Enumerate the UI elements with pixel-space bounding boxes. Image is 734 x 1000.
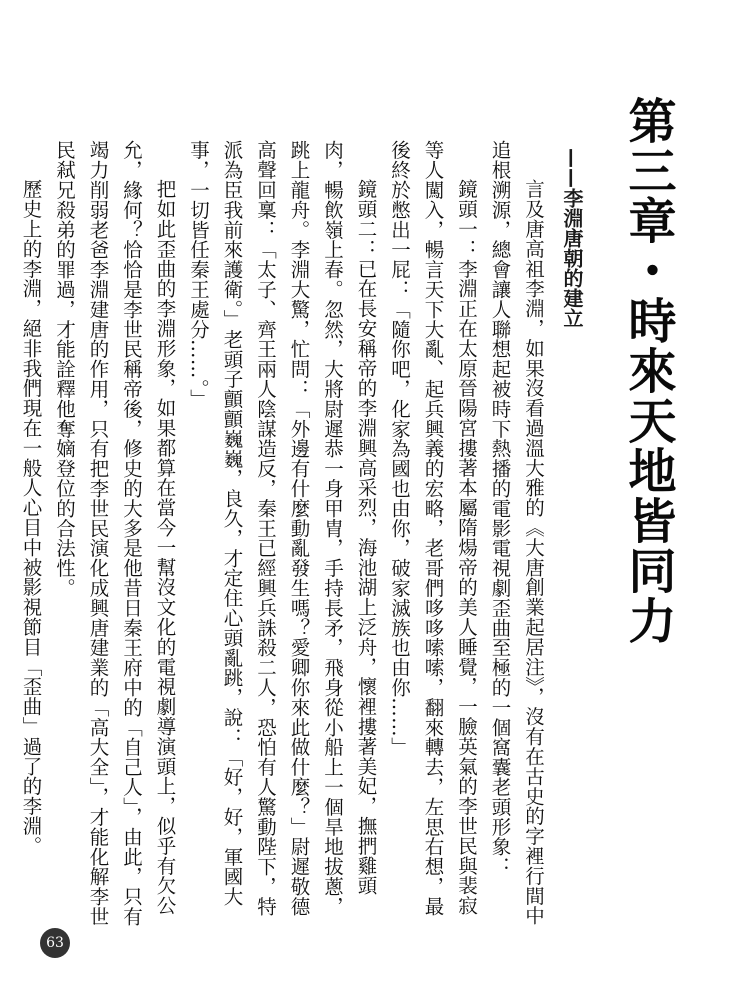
chapter-subtitle: ——李淵唐朝的建立 bbox=[560, 148, 584, 328]
chapter-title: 第三章・時來天地皆同力 bbox=[620, 96, 676, 646]
page-number-badge: 63 bbox=[40, 928, 70, 958]
paragraph-conclusion: 歷史上的李淵，絕非我們現在一般人心目中被影視節目「歪曲」過了的李淵。 bbox=[19, 179, 43, 856]
body-text bbox=[14, 140, 550, 930]
paragraph-scene-one: 鏡頭一：李淵正在太原晉陽宮摟著本屬隋煬帝的美人睡覺，一臉英氣的李世民與裴寂等人闖入，暢言天下大亂、起兵興義的宏略，老哥們哆哆嗦嗦，翻來轉去，左思右想，最後終於憋出一屁：「隨你吧，化家為國也由你，破家滅族也由你……」 bbox=[388, 140, 478, 917]
paragraph-analysis: 把如此歪曲的李淵形象，如果都算在當今一幫沒文化的電視劇導演頭上，似乎有欠公允，緣何？恰恰是李世民稱帝後，修史的大多是他昔日秦王府中的「自己人」，由此，只有竭力削弱老爸李淵建唐的作用，只有把李世民演化成興唐建業的「高大全」，才能化解李世民弒兄殺弟的罪過，才能詮釋他奪嫡登位的合法性。 bbox=[53, 140, 177, 927]
paragraph-scene-two: 鏡頭二：已在長安稱帝的李淵興高采烈，海池湖上泛舟，懷裡摟著美妃，撫捫雞頭肉，暢飲嶺上春。忽然，大將尉遲恭一身甲胄，手持長矛，飛身從小船上一個旱地拔蔥，跳上龍舟。李淵大驚，忙問：「外邊有什麼動亂發生嗎？愛卿你來此做什麼？」尉遲敬德高聲回稟：「太子、齊王兩人陰謀造反，秦王已經興兵誅殺二人，恐怕有人驚動陛下，特派為臣我前來護衛。」老頭子顫顫巍巍，良久，才定住心頭亂跳，說：「好，好，軍國大事，一切皆任秦王處分……。」 bbox=[187, 140, 378, 917]
paragraph-intro: 言及唐高祖李淵，如果沒看過溫大雅的《大唐創業起居注》，沒有在古史的字裡行間中追根溯源，總會讓人聯想起被時下熱播的電影電視劇歪曲至極的一個窩囊老頭形象： bbox=[488, 140, 545, 926]
